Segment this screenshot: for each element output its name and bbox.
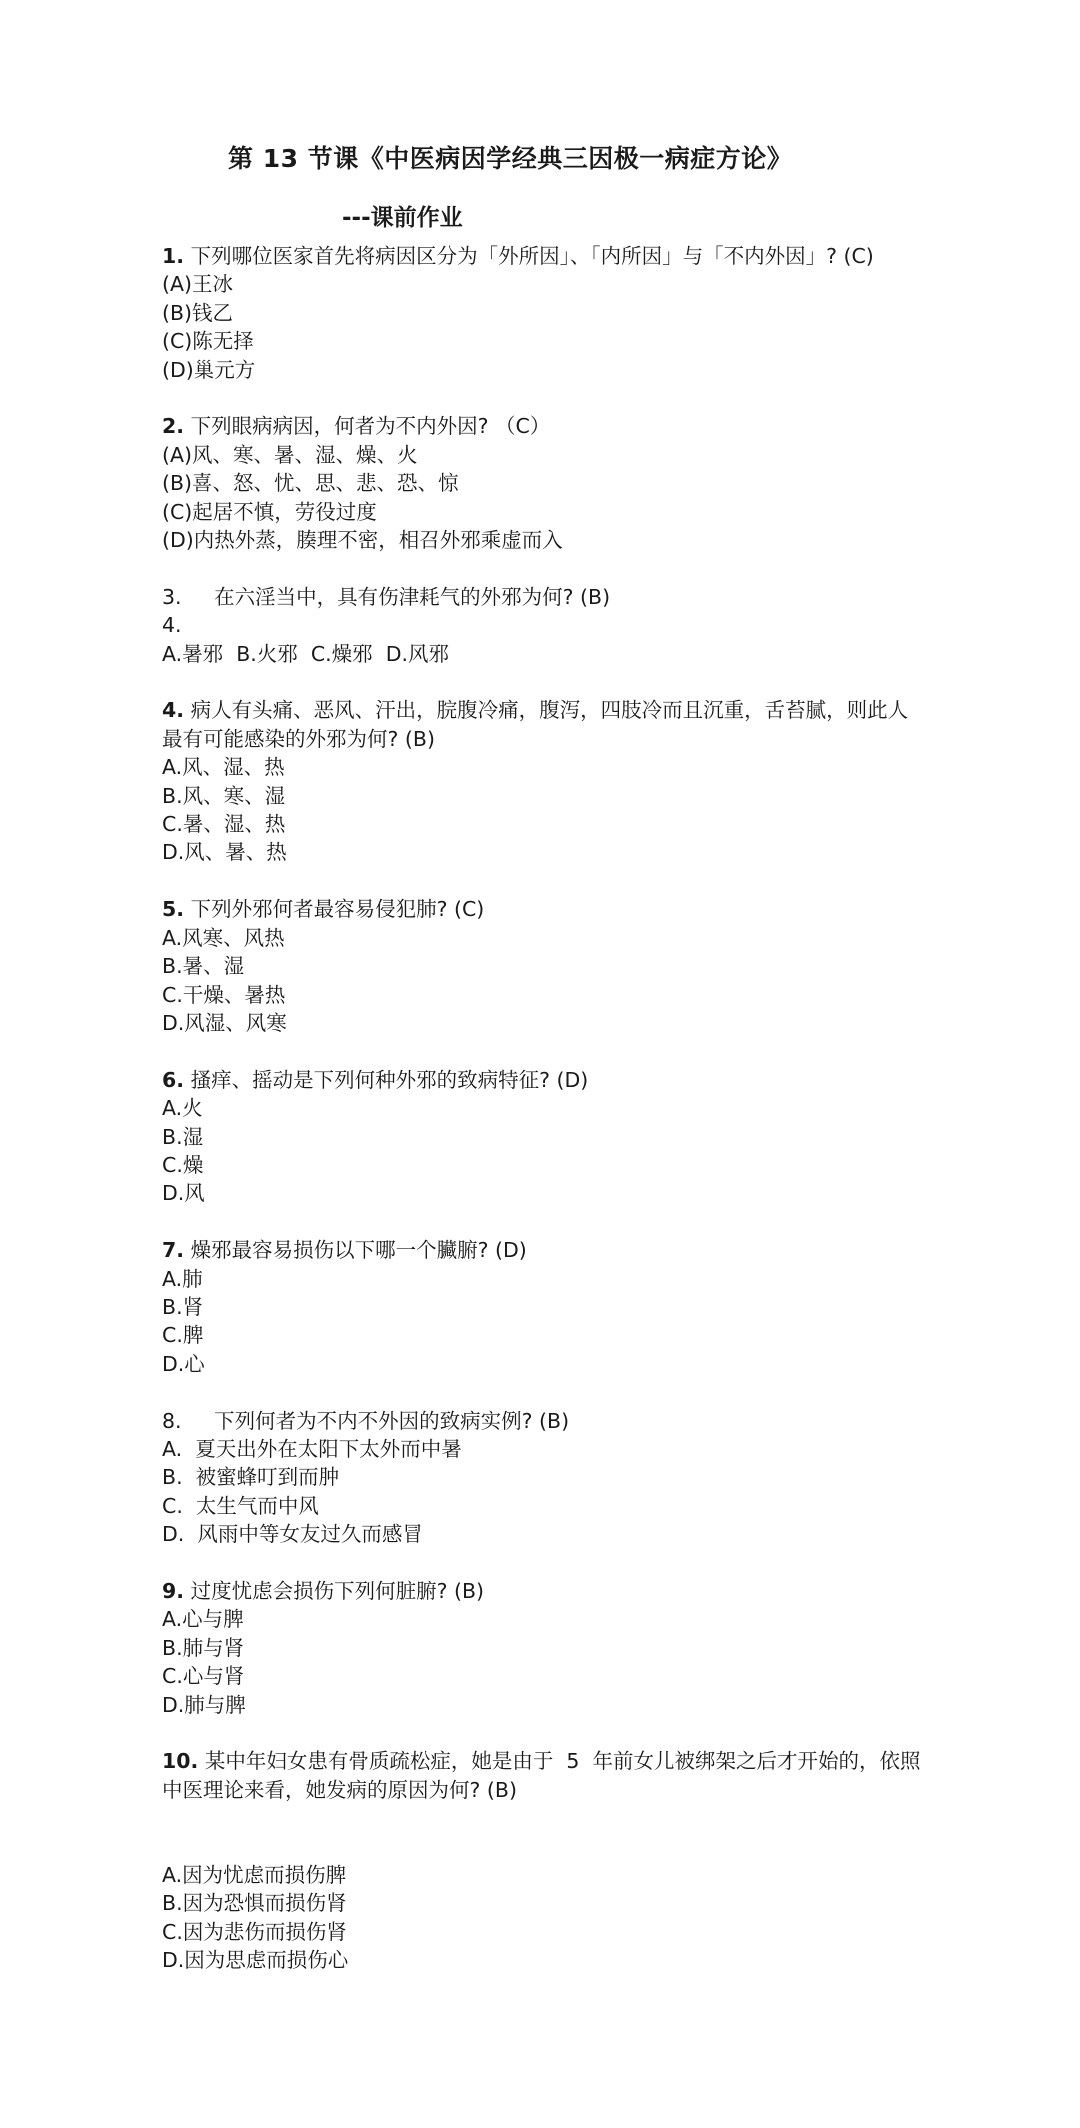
option: B.风、寒、湿	[162, 783, 286, 808]
question-7	[162, 1236, 922, 1378]
question-8	[162, 1407, 922, 1549]
question-4	[162, 696, 922, 866]
question-number: 9.	[162, 1578, 185, 1603]
question-text	[162, 1747, 922, 1804]
option: B.因为恐惧而损伤肾	[162, 1891, 347, 1916]
option: A. 夏天出外在太阳下太外而中暑	[162, 1436, 462, 1461]
question-stem: 下列何者为不内不外因的致病实例? (B)	[181, 1408, 570, 1433]
question-number: 6.	[162, 1067, 185, 1092]
question-stem: 燥邪最容易损伤以下哪一个臟腑? (D)	[184, 1238, 527, 1263]
question-stem: 下列外邪何者最容易侵犯肺? (C)	[184, 897, 485, 922]
question-10	[162, 1747, 922, 1974]
option: D.肺与脾	[162, 1692, 246, 1717]
question-text	[162, 1577, 922, 1605]
option: B.湿	[162, 1124, 204, 1149]
question-number: 8.	[162, 1408, 182, 1433]
question-number: 4.	[162, 698, 185, 723]
question-text	[162, 1236, 922, 1264]
option: (B)钱乙	[162, 300, 234, 325]
question-text	[162, 696, 922, 753]
question-stem: 某中年妇女患有骨质疏松症，她是由于 5 年前女儿被绑架之后才开始的，依照中医理论来看，她发病的原因为何? (B)	[162, 1749, 921, 1802]
option: D.心	[162, 1351, 205, 1376]
question-number: 2.	[162, 414, 185, 439]
option: A.肺	[162, 1266, 203, 1291]
question-number: 1.	[162, 244, 185, 268]
question-3	[162, 583, 922, 668]
option: B.肾	[162, 1294, 204, 1319]
option: (A)风、寒、暑、湿、燥、火	[162, 442, 418, 467]
option: A.因为忧虑而损伤脾	[162, 1863, 347, 1887]
question-2	[162, 412, 922, 554]
option: A.心与脾	[162, 1607, 244, 1632]
question-text	[162, 412, 922, 440]
option: A.风寒、风热	[162, 925, 285, 950]
option: C.脾	[162, 1323, 204, 1348]
question-5	[162, 895, 922, 1037]
question-list	[162, 242, 922, 2003]
question-text	[162, 1407, 922, 1435]
question-1	[162, 242, 922, 384]
question-stem: 下列哪位医家首先将病因区分为「外所因」、「内所因」与「不内外因」? (C)	[184, 244, 874, 268]
question-text	[162, 583, 922, 611]
option: (C)起居不慎，劳役过度	[162, 499, 377, 524]
option: C.因为悲伤而损伤肾	[162, 1919, 347, 1944]
option: D.风湿、风寒	[162, 1010, 287, 1035]
option: C.心与肾	[162, 1664, 245, 1689]
option: B.肺与肾	[162, 1635, 245, 1660]
option: (D)内热外蒸，腠理不密，相召外邪乘虚而入	[162, 528, 563, 553]
option: D.风	[162, 1181, 205, 1206]
question-number: 5.	[162, 897, 185, 922]
option: (C)陈无择	[162, 329, 254, 354]
question-stem: 过度忧虑会损伤下列何脏腑? (B)	[184, 1578, 485, 1603]
document-subtitle: ---课前作业	[342, 205, 463, 231]
question-stem: 搔痒、摇动是下列何种外邪的致病特征? (D)	[184, 1067, 589, 1092]
question-stem: 病人有头痛、恶风、汗出，脘腹冷痛，腹泻，四肢冷而且沉重，舌苔腻，则此人最有可能感染的外邪为何? (B)	[162, 698, 909, 751]
option: B. 被蜜蜂叮到而肿	[162, 1465, 340, 1490]
option: D. 风雨中等女友过久而感冒	[162, 1522, 423, 1547]
option: (A)王冰	[162, 272, 234, 297]
document-title: 第 13 节课《中医病因学经典三因极一病症方论》	[228, 144, 793, 173]
option: B.暑、湿	[162, 954, 245, 979]
option: C.暑、湿、热	[162, 812, 286, 837]
option: A.风、湿、热	[162, 755, 285, 780]
option: 4.	[162, 613, 182, 638]
question-stem: 下列眼病病因，何者为不内外因? （C）	[184, 414, 551, 439]
question-text	[162, 242, 922, 270]
option: A.暑邪 B.火邪 C.燥邪 D.风邪	[162, 641, 449, 666]
option: D.因为思虑而损伤心	[162, 1948, 349, 1973]
question-number: 3.	[162, 584, 182, 609]
question-9	[162, 1577, 922, 1719]
question-stem: 在六淫当中，具有伤津耗气的外邪为何? (B)	[181, 584, 611, 609]
question-text	[162, 1066, 922, 1094]
option: A.火	[162, 1096, 203, 1121]
question-text	[162, 895, 922, 923]
question-6	[162, 1066, 922, 1208]
option: (D)巢元方	[162, 357, 256, 382]
question-number: 7.	[162, 1238, 185, 1263]
option: C. 太生气而中风	[162, 1493, 319, 1518]
option: (B)喜、怒、忧、思、悲、恐、惊	[162, 471, 459, 496]
option: C.燥	[162, 1152, 204, 1177]
option: C.干燥、暑热	[162, 982, 286, 1007]
question-number: 10.	[162, 1749, 199, 1774]
option: D.风、暑、热	[162, 840, 287, 865]
